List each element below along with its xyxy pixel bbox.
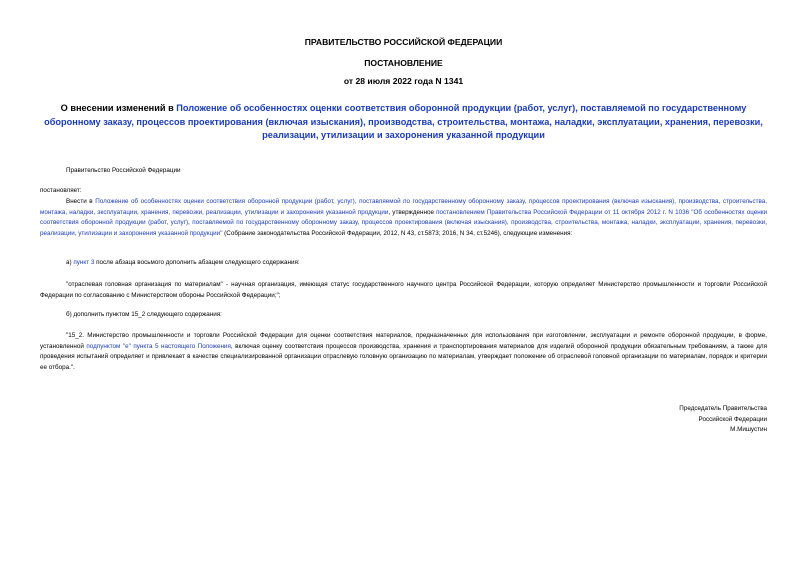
- signature-name: М.Мишустин: [730, 426, 767, 433]
- item-b-quote: [40, 331, 767, 373]
- decree-1036-link[interactable]: постановлением Правительства Российской Федерации от 11 октября 2012 г. N 1036 "Об особенностях оценки соответствия оборонной продукции (работ, услуг), поставляемой по государственному оборонному заказу, процессов проектирования (включая изыскания), производства, строительства, монтажа, наладки, эксплуатации, хранения, перевозки, реализации, утилизации и захоронения указанной продукции": [40, 208, 767, 237]
- item-a-rest: после абзаца восьмого дополнить абзацем следующего содержания:: [94, 259, 300, 266]
- main-intro: Внести в: [66, 198, 96, 205]
- title-regulation-link[interactable]: Положение об особенностях оценки соответствия оборонной продукции (работ, услуг), поставляемой по государственному оборонному заказу, процессов проектирования (включая изыскания), производства, строительства, монтажа, наладки, эксплуатации, хранения, перевозки, реализации, утилизации и захоронения указанной продукции: [44, 103, 763, 140]
- item-b-quote-end: , включая оценку соответствия процессов производства, хранения и транспортирования материалов для изделий оборонной продукции обязательным требованиям, а также для проведения испытаний определяет и привлекает в качестве специализированной организации отраслевую головную организацию по материалам, утверждает положение об отраслевой головной организации по материалам, порядок и критерии ее отбора.".: [40, 342, 767, 371]
- item-a-prefix: а): [66, 259, 74, 266]
- main-mid: , утвержденное: [388, 208, 437, 216]
- header-date-number: от 28 июля 2022 года N 1341: [343, 76, 464, 86]
- regulation-link[interactable]: Положение об особенностях оценки соответствия оборонной продукции (работ, услуг), поставляемой по государственному оборонному заказу, процессов проектирования (включая изыскания), производства, строительства, монтажа, наладки, эксплуатации, хранения, перевозки, реализации, утилизации и захоронения указанной продукции: [40, 198, 767, 216]
- header-org: ПРАВИТЕЛЬСТВО РОССИЙСКОЙ ФЕДЕРАЦИИ: [304, 37, 503, 47]
- decrees-paragraph: постановляет:: [40, 187, 82, 194]
- document-title: [40, 102, 767, 143]
- header-doc-type: ПОСТАНОВЛЕНИЕ: [364, 58, 443, 68]
- item-b-quote-start: "15_2. Министерство промышленности и торговли Российской Федерации для оценки соответствия материалов, предназначенных для использования при изготовлении, эксплуатации и ремонте оборонной продукции, в форме, установленной: [40, 332, 767, 350]
- signature-country: Российской Федерации: [698, 415, 767, 423]
- signature-position: Председатель Правительства: [679, 405, 767, 412]
- signature-block: [679, 404, 767, 436]
- government-paragraph: Правительство Российской Федерации: [66, 167, 181, 174]
- point-3-link[interactable]: пункт 3: [73, 259, 95, 266]
- main-amendment-paragraph: [40, 197, 767, 239]
- title-prefix: О внесении изменений в: [60, 103, 177, 113]
- item-a-quote: "отраслевая головная организация по материалам" - научная организация, имеющая статус государственного научного центра Российской Федерации, которую определяет Министерство промышленности и торговли Российской Федерации по согласованию с Министерством обороны Российской Федерации;";: [40, 281, 767, 299]
- subpoint-e-link[interactable]: подпунктом "е" пункта 5 настоящего Положения: [86, 342, 231, 350]
- item-a-paragraph: [40, 258, 767, 269]
- item-b-paragraph: б) дополнить пунктом 15_2 следующего содержания:: [66, 311, 222, 318]
- main-tail: (Собрание законодательства Российской Федерации, 2012, N 43, ст.5873; 2016, N 34, ст.5246), следующие изменения:: [222, 229, 573, 237]
